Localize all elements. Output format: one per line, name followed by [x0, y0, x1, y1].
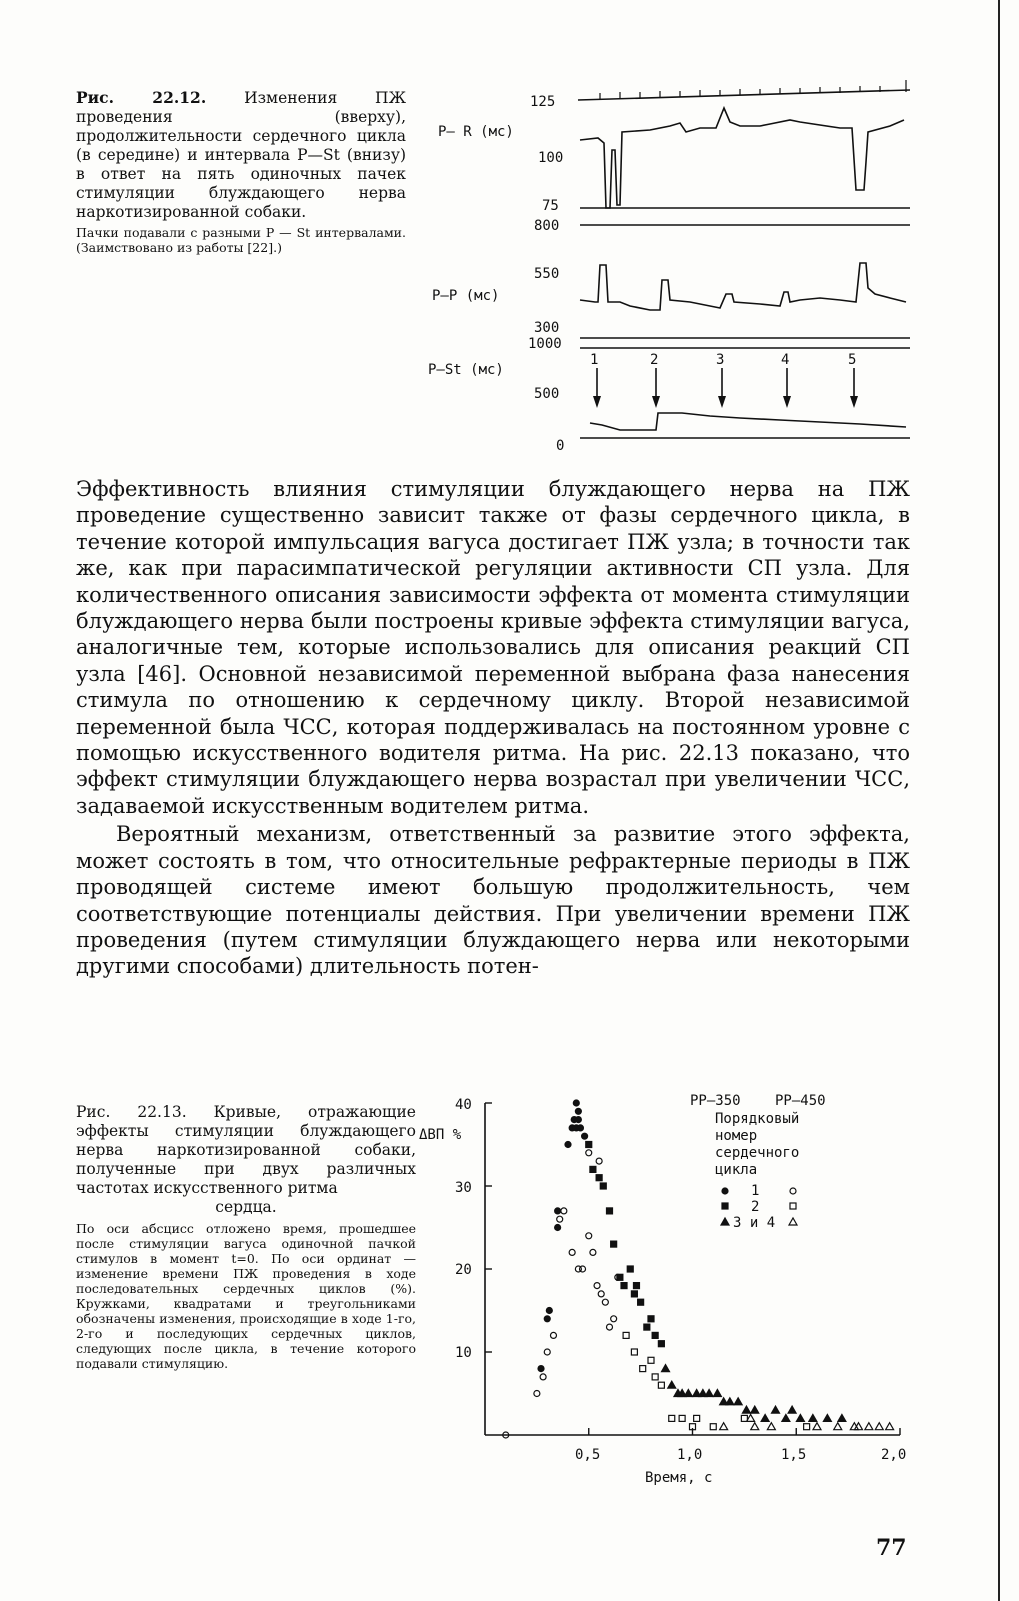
stimulus-4: 4 [781, 352, 790, 368]
stimulus-1: 1 [590, 352, 599, 368]
scatter-point-open-circle [602, 1299, 608, 1305]
scatter-point-filled-triangle [705, 1390, 713, 1397]
stimulus-5: 5 [848, 352, 857, 368]
legend-title-3: сердечного [715, 1145, 800, 1161]
scatter-point-filled-square [638, 1299, 644, 1305]
scatter-point-open-circle [598, 1291, 604, 1297]
scatter-point-open-circle [586, 1233, 592, 1239]
paragraph-2: Вероятный механизм, ответственный за развитие этого эффекта, может состоять в том, что относительные рефрактерные периоды в ПЖ проводящей системе имеют большую продолжительность, чем соответствующие потенциалы действия. При увеличении времени ПЖ проведения (путем стимуляции блуждающего нерва или некоторыми другими способами) длительность потен- [76, 822, 910, 979]
figure-22-13-caption [76, 1103, 416, 1371]
scatter-point-filled-triangle [668, 1381, 676, 1388]
scatter-point-filled-square [652, 1332, 658, 1338]
scatter-point-open-triangle [865, 1423, 873, 1430]
caption-note: По оси абсцисс отложено время, прошедшее после стимуляции вагуса одиночной пачкой стимулов в момент t=0. По оси ординат — изменение времени ПЖ проведения в ходе последовательных сердечных циклов (%). Кружками, квадратами и треугольниками обозначены изменения, происходящие в ходе 1-го, 2-го и последующих сердечных циклов, следующих после цикла, в течение которого подавали стимуляцию. [76, 1221, 416, 1371]
scatter-point-filled-square [631, 1291, 637, 1297]
caption-head: Рис. 22.13. [76, 1103, 187, 1121]
scatter-point-filled-triangle [662, 1365, 670, 1372]
scatter-point-filled-square [621, 1283, 627, 1289]
scatter-point-open-square [648, 1357, 654, 1363]
scatter-point-filled-triangle [823, 1414, 831, 1421]
x-tick-1-0: 1,0 [677, 1447, 703, 1463]
scatter-point-filled-triangle [734, 1398, 742, 1405]
panel-pr-label: P– R (мс) [438, 124, 514, 140]
panel-pp-label: P–P (мс) [432, 288, 500, 304]
caption-text: Изменения ПЖ проведения (вверху), продолжительности сердечного цикла (в середине) и интервала P—St (внизу) в ответ на пять одиночных пачек стимуляции блуждающего нерва наркотизированной собаки. [76, 89, 406, 221]
scatter-point-filled-square [586, 1142, 592, 1148]
legend-marker-open-square [790, 1203, 796, 1209]
pr-tick-75: 75 [542, 198, 559, 214]
scatter-point-open-square [694, 1415, 700, 1421]
scatter-point-filled-circle [538, 1366, 544, 1372]
stimulus-2: 2 [650, 352, 659, 368]
scatter-point-filled-circle [577, 1125, 583, 1131]
scatter-point-open-circle [540, 1374, 546, 1380]
scatter-point-filled-square [644, 1324, 650, 1330]
paragraph-1: Эффективность влияния стимуляции блуждающего нерва на ПЖ проведение существенно зависит также от фазы сердечного цикла, в течение которой импульсация вагуса достигает ПЖ узла; в точности так же, как при парасимпатической регуляции активности СП узла. Для количественного описания зависимости эффекта от момента стимуляции блуждающего нерва были построены кривые эффекта стимуляции вагуса, аналогичные тем, которые использовались для описания реакций СП узла [46]. Основной независимой переменной выбрана фаза нанесения стимула по отношению к сердечному циклу. Второй независимой переменной была ЧСС, которая поддерживалась на постоянном уровне с помощью искусственного водителя ритма. На рис. 22.13 показано, что эффект стимуляции блуждающего нерва возрастал при увеличении ЧСС, задаваемой искусственным водителем ритма. [76, 477, 910, 818]
y-tick-20: 20 [455, 1262, 472, 1278]
scatter-point-filled-triangle [761, 1414, 769, 1421]
scatter-point-open-triangle [886, 1423, 894, 1430]
scatter-point-filled-triangle [772, 1406, 780, 1413]
page-number: 77 [876, 1535, 907, 1561]
scatter-point-filled-square [600, 1183, 606, 1189]
scatter-point-open-circle [607, 1324, 613, 1330]
pr-tick-125: 125 [530, 94, 556, 110]
scatter-point-filled-circle [555, 1208, 561, 1214]
scatter-point-open-triangle [767, 1423, 775, 1430]
legend-header-pp450: PP–450 [775, 1093, 826, 1109]
scatter-point-filled-triangle [751, 1406, 759, 1413]
scatter-point-open-square [669, 1415, 675, 1421]
legend-title-1: Порядковый [715, 1111, 800, 1127]
scatter-point-open-square [631, 1349, 637, 1355]
scatter-point-open-square [679, 1415, 685, 1421]
pst-tick-1000: 1000 [528, 336, 562, 352]
y-axis-label: ΔВП % [419, 1127, 462, 1143]
scatter-point-open-circle [596, 1158, 602, 1164]
body-text [76, 476, 910, 980]
x-tick-1-5: 1,5 [781, 1447, 807, 1463]
pp-tick-300: 300 [534, 320, 560, 336]
legend-title-2: номер [715, 1128, 758, 1144]
scatter-point-filled-triangle [742, 1406, 750, 1413]
scatter-point-filled-square [596, 1175, 602, 1181]
scatter-point-filled-circle [575, 1117, 581, 1123]
scatter-point-filled-triangle [838, 1414, 846, 1421]
scatter-point-filled-circle [544, 1316, 550, 1322]
scatter-point-filled-triangle [796, 1414, 804, 1421]
figure-22-13-chart [415, 1085, 915, 1490]
scatter-point-open-circle [561, 1208, 567, 1214]
scatter-point-open-circle [594, 1283, 600, 1289]
y-tick-10: 10 [455, 1345, 472, 1361]
scatter-point-filled-triangle [809, 1414, 817, 1421]
scatter-point-open-triangle [834, 1423, 842, 1430]
scatter-point-open-circle [590, 1249, 596, 1255]
caption-text: Кривые, отражающие эффекты стимуляции блуждающего нерва наркотизированной собаки, полученные при двух различных частотах искусственного ритма [76, 1103, 416, 1197]
scatter-point-open-triangle [813, 1423, 821, 1430]
scatter-point-open-circle [569, 1249, 575, 1255]
pr-tick-100: 100 [538, 150, 564, 166]
scatter-point-filled-circle [582, 1133, 588, 1139]
scatter-point-open-circle [534, 1391, 540, 1397]
x-tick-0-5: 0,5 [575, 1447, 601, 1463]
scatter-point-open-square [652, 1374, 658, 1380]
scatter-point-open-square [710, 1424, 716, 1430]
legend-item-2: 2 [751, 1199, 760, 1215]
scatter-point-open-square [658, 1382, 664, 1388]
legend-item-3-4: 3 и 4 [733, 1215, 776, 1231]
scatter-point-filled-circle [546, 1308, 552, 1314]
legend-title-4: цикла [715, 1162, 758, 1178]
scatter-point-open-square [640, 1366, 646, 1372]
scatter-point-filled-triangle [684, 1390, 692, 1397]
legend-marker-filled-circle [722, 1188, 728, 1194]
caption-last: сердца. [215, 1198, 277, 1216]
scatter-point-filled-square [648, 1316, 654, 1322]
scatter-point-filled-square [611, 1241, 617, 1247]
scatter-point-filled-circle [565, 1142, 571, 1148]
scatter-point-filled-square [607, 1208, 613, 1214]
stimulus-3: 3 [716, 352, 725, 368]
scatter-point-open-square [623, 1332, 629, 1338]
legend-marker-open-circle [790, 1188, 796, 1194]
caption-note: Пачки подавали с разными P — St интервалами. (Заимствовано из работы [22].) [76, 225, 406, 255]
scatter-point-filled-circle [555, 1225, 561, 1231]
x-axis-label: Время, с [645, 1470, 713, 1486]
legend-marker-filled-square [722, 1203, 728, 1209]
figure-22-12-traces [420, 70, 920, 460]
scatter-point-filled-triangle [782, 1414, 790, 1421]
legend-item-1: 1 [751, 1183, 760, 1199]
panel-pst-label: P–St (мс) [428, 362, 504, 378]
scatter-point-filled-square [627, 1266, 633, 1272]
scatter-point-filled-circle [575, 1108, 581, 1114]
legend-marker-open-triangle [789, 1218, 797, 1225]
scatter-point-filled-square [633, 1283, 639, 1289]
scatter-point-open-square [804, 1424, 810, 1430]
pp-tick-550: 550 [534, 266, 560, 282]
y-tick-40: 40 [455, 1097, 472, 1113]
scatter-point-open-circle [544, 1349, 550, 1355]
legend-marker-filled-triangle [721, 1218, 729, 1225]
scatter-point-open-circle [557, 1216, 563, 1222]
scatter-point-open-triangle [751, 1423, 759, 1430]
scatter-point-open-circle [580, 1266, 586, 1272]
scatter-point-filled-triangle [726, 1398, 734, 1405]
x-tick-2-0: 2,0 [881, 1447, 907, 1463]
scatter-point-filled-square [658, 1341, 664, 1347]
pst-tick-0: 0 [556, 438, 565, 454]
scatter-point-filled-triangle [713, 1390, 721, 1397]
scatter-point-open-triangle [720, 1423, 728, 1430]
caption-head: Рис. 22.12. [76, 88, 207, 107]
figure-22-12-caption [76, 88, 406, 255]
y-tick-30: 30 [455, 1180, 472, 1196]
legend-header-pp350: PP–350 [690, 1093, 741, 1109]
pp-tick-800: 800 [534, 218, 560, 234]
scatter-point-open-circle [586, 1150, 592, 1156]
page-edge [998, 0, 1000, 1601]
scatter-point-filled-triangle [788, 1406, 796, 1413]
scatter-point-open-triangle [875, 1423, 883, 1430]
scatter-point-filled-circle [573, 1100, 579, 1106]
scatter-point-open-circle [550, 1332, 556, 1338]
scatter-point-open-circle [611, 1316, 617, 1322]
scatter-point-filled-square [590, 1166, 596, 1172]
pst-tick-500: 500 [534, 386, 560, 402]
